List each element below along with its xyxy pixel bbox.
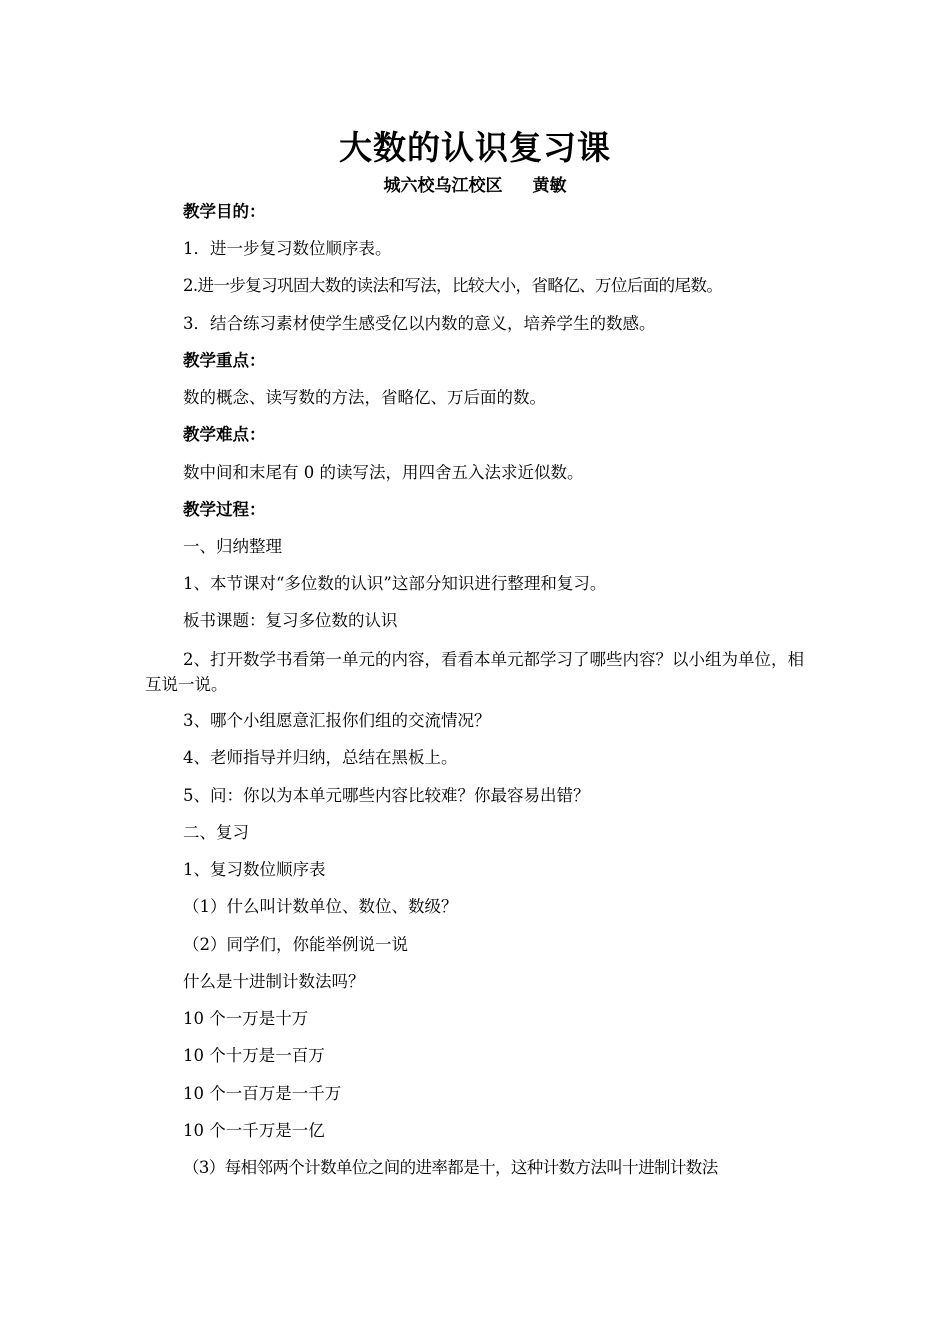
- document-title: 大数的认识复习课: [339, 128, 611, 167]
- list-item: 什么是十进制计数法吗？: [183, 972, 365, 991]
- list-item: 10 个一百万是一千万: [183, 1084, 342, 1103]
- goal-item: 1．进一步复习数位顺序表。: [183, 239, 392, 258]
- process-heading: 教学过程：: [183, 500, 266, 519]
- list-item: （3）每相邻两个计数单位之间的进率都是十，这种计数方法叫十进制计数法: [183, 1158, 718, 1177]
- document-subtitle: [0, 174, 950, 198]
- section-title: 一、归纳整理: [183, 537, 282, 556]
- author-name: 黄敏: [532, 176, 567, 196]
- list-item: 10 个十万是一百万: [183, 1046, 325, 1065]
- list-item: 板书课题：复习多位数的认识: [183, 611, 398, 630]
- list-item: 5、问：你以为本单元哪些内容比较难？你最容易出错？: [183, 786, 590, 805]
- list-item: 3、哪个小组愿意汇报你们组的交流情况？: [183, 711, 491, 730]
- list-item: 10 个一千万是一亿: [183, 1121, 325, 1140]
- goal-item: 2.进一步复习巩固大数的读法和写法，比较大小，省略亿、万位后面的尾数。: [183, 276, 723, 295]
- list-item: （2）同学们，你能举例说一说: [183, 935, 408, 954]
- school-name: 城六校乌江校区: [383, 176, 503, 196]
- key-text: 数的概念、读写数的方法，省略亿、万后面的数。: [183, 388, 546, 407]
- list-item: 1、复习数位顺序表: [183, 860, 326, 879]
- difficulty-heading: 教学难点：: [183, 425, 266, 444]
- section-title: 二、复习: [183, 823, 249, 842]
- list-item: 4、老师指导并归纳，总结在黑板上。: [183, 748, 458, 767]
- key-heading: 教学重点：: [183, 351, 266, 370]
- list-item: （1）什么叫计数单位、数位、数级？: [183, 897, 458, 916]
- goals-heading: 教学目的：: [183, 202, 266, 221]
- goal-item: 3．结合练习素材使学生感受亿以内数的意义，培养学生的数感。: [183, 314, 656, 333]
- list-item: 2、打开数学书看第一单元的内容，看看本单元都学习了哪些内容？以小组为单位，相互说一说。: [145, 650, 804, 694]
- list-item: 1、本节课对“多位数的认识”这部分知识进行整理和复习。: [183, 574, 607, 593]
- difficulty-text: 数中间和末尾有 0 的读写法，用四舍五入法求近似数。: [183, 463, 584, 482]
- list-item: 10 个一万是十万: [183, 1009, 309, 1028]
